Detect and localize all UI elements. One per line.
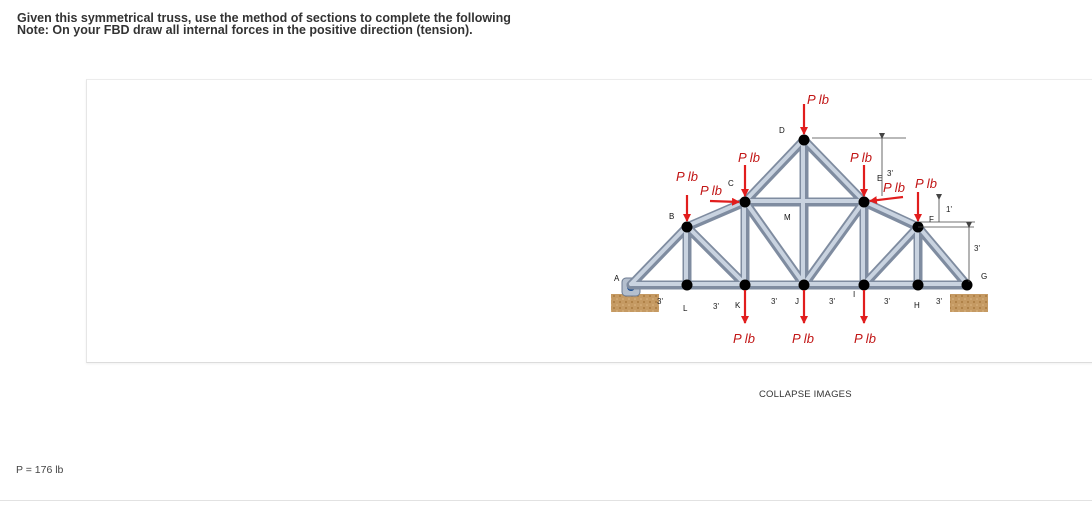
- right-support-ground: [950, 294, 988, 312]
- svg-text:3': 3': [829, 297, 835, 306]
- svg-text:3': 3': [974, 244, 980, 253]
- svg-text:H: H: [914, 301, 920, 310]
- svg-text:C: C: [728, 179, 734, 188]
- svg-text:G: G: [981, 272, 988, 281]
- svg-text:3': 3': [657, 297, 663, 306]
- question-note: Note: On your FBD draw all internal forces in the positive direction (tension).: [17, 23, 473, 37]
- svg-text:B: B: [669, 212, 675, 221]
- svg-text:P lb: P lb: [854, 331, 876, 346]
- svg-text:P lb: P lb: [676, 169, 698, 184]
- svg-text:P lb: P lb: [733, 331, 755, 346]
- svg-text:J: J: [795, 297, 799, 306]
- svg-text:3': 3': [771, 297, 777, 306]
- svg-text:P lb: P lb: [700, 183, 722, 198]
- svg-text:K: K: [735, 301, 741, 310]
- given-p-value: P = 176 lb: [16, 464, 64, 476]
- svg-text:3': 3': [884, 297, 890, 306]
- svg-text:P lb: P lb: [807, 92, 829, 107]
- svg-text:P lb: P lb: [915, 176, 937, 191]
- svg-text:P lb: P lb: [738, 150, 760, 165]
- collapse-images-button[interactable]: COLLAPSE IMAGES: [759, 389, 852, 400]
- svg-text:D: D: [779, 126, 785, 135]
- svg-text:3': 3': [713, 302, 719, 311]
- left-support-ground: [611, 294, 659, 312]
- svg-text:P lb: P lb: [850, 150, 872, 165]
- svg-text:P lb: P lb: [792, 331, 814, 346]
- svg-text:P lb: P lb: [883, 180, 905, 195]
- svg-text:F: F: [929, 215, 934, 224]
- divider: [0, 500, 1092, 501]
- svg-text:I: I: [853, 290, 856, 299]
- svg-text:1': 1': [946, 205, 952, 214]
- svg-text:L: L: [683, 304, 688, 313]
- svg-text:M: M: [784, 213, 791, 222]
- svg-text:A: A: [614, 274, 620, 283]
- svg-text:3': 3': [936, 297, 942, 306]
- question-text: Given this symmetrical truss, use the method of sections to complete the following: [17, 11, 511, 25]
- svg-text:E: E: [877, 174, 883, 183]
- svg-text:3': 3': [887, 169, 893, 178]
